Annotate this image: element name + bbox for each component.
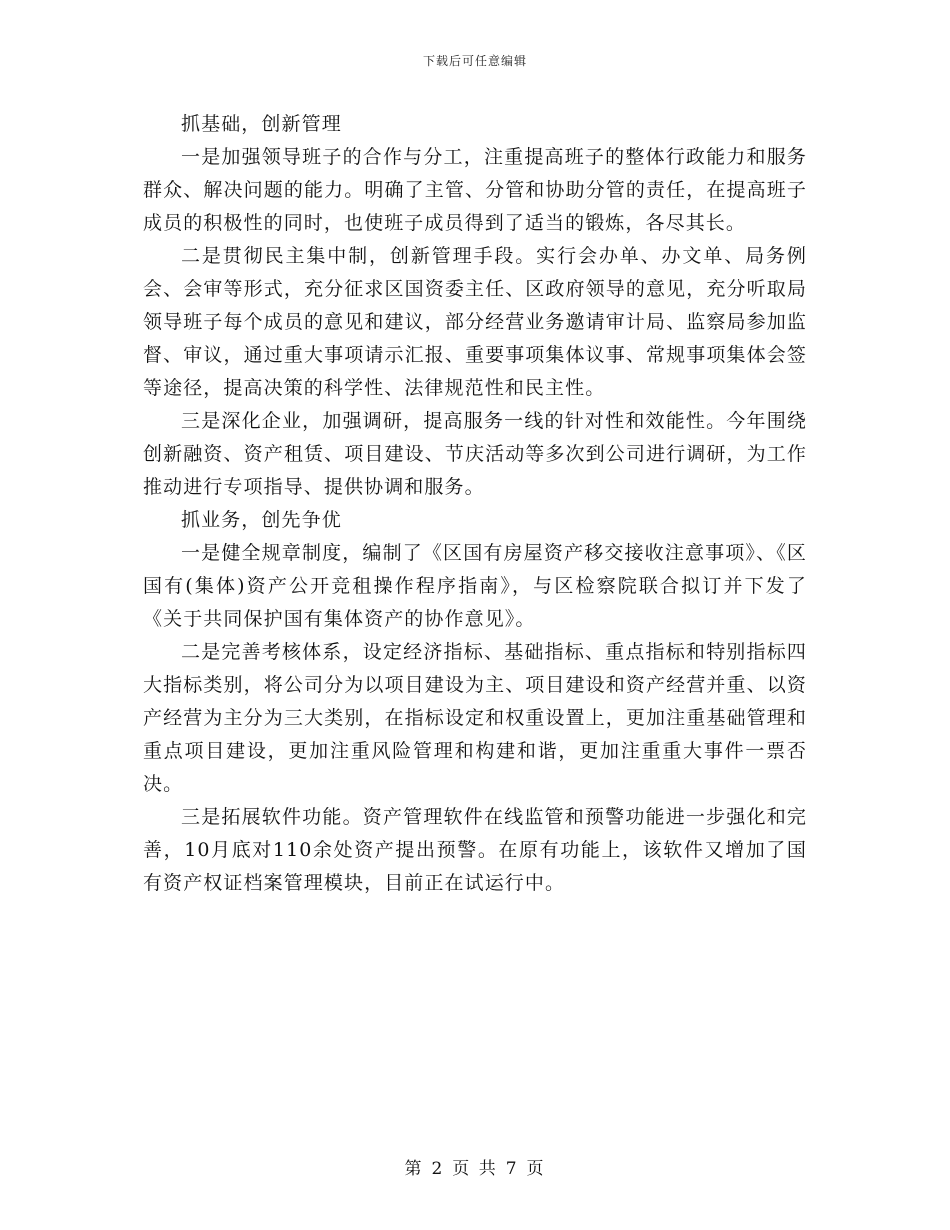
- total-pages-number: 7: [505, 1159, 519, 1179]
- section-heading: 抓业务，创先争优: [181, 509, 342, 531]
- section-heading: 抓基础，创新管理: [181, 113, 342, 135]
- paragraph: 一是加强领导班子的合作与分工，注重提高班子的整体行政能力和服务群众、解决问题的能力。明确了主管、分管和协助分管的责任，在提高班子成员的积极性的同时，也使班子成员得到了适当的锻炼，各尽其长。: [143, 146, 807, 234]
- paragraph: 二是贯彻民主集中制，创新管理手段。实行会办单、办文单、局务例会、会审等形式，充分征求区国资委主任、区政府领导的意见，充分听取局领导班子每个成员的意见和建议，部分经营业务邀请审计局、监察局参加监督、审议，通过重大事项请示汇报、重要事项集体议事、常规事项集体会签等途径，提高决策的科学性、法律规范性和民主性。: [143, 245, 807, 399]
- footer-suffix: 页: [526, 1159, 546, 1179]
- page-footer: [0, 1154, 950, 1179]
- document-body: [143, 108, 807, 900]
- paragraph: 一是健全规章制度，编制了《区国有房屋资产移交接收注意事项》、《区国有(集体)资产公开竞租操作程序指南》，与区检察院联合拟订并下发了《关于共同保护国有集体资产的协作意见》。: [143, 542, 807, 630]
- paragraph: 二是完善考核体系，设定经济指标、基础指标、重点指标和特别指标四大指标类别，将公司分为以项目建设为主、项目建设和资产经营并重、以资产经营为主分为三大类别，在指标设定和权重设置上，更加注重基础管理和重点项目建设，更加注重风险管理和构建和谐，更加注重重大事件一票否决。: [143, 641, 807, 795]
- page-header: 下载后可任意编辑: [422, 54, 527, 68]
- paragraph: 三是深化企业，加强调研，提高服务一线的针对性和效能性。今年围绕创新融资、资产租赁、项目建设、节庆活动等多次到公司进行调研，为工作推动进行专项指导、提供协调和服务。: [143, 410, 807, 498]
- footer-middle: 页 共: [452, 1159, 498, 1179]
- current-page-number: 2: [431, 1159, 445, 1179]
- paragraph: 三是拓展软件功能。资产管理软件在线监管和预警功能进一步强化和完善，10月底对110余处资产提出预警。在原有功能上，该软件又增加了国有资产权证档案管理模块，目前正在试运行中。: [143, 806, 807, 894]
- footer-prefix: 第: [404, 1159, 424, 1179]
